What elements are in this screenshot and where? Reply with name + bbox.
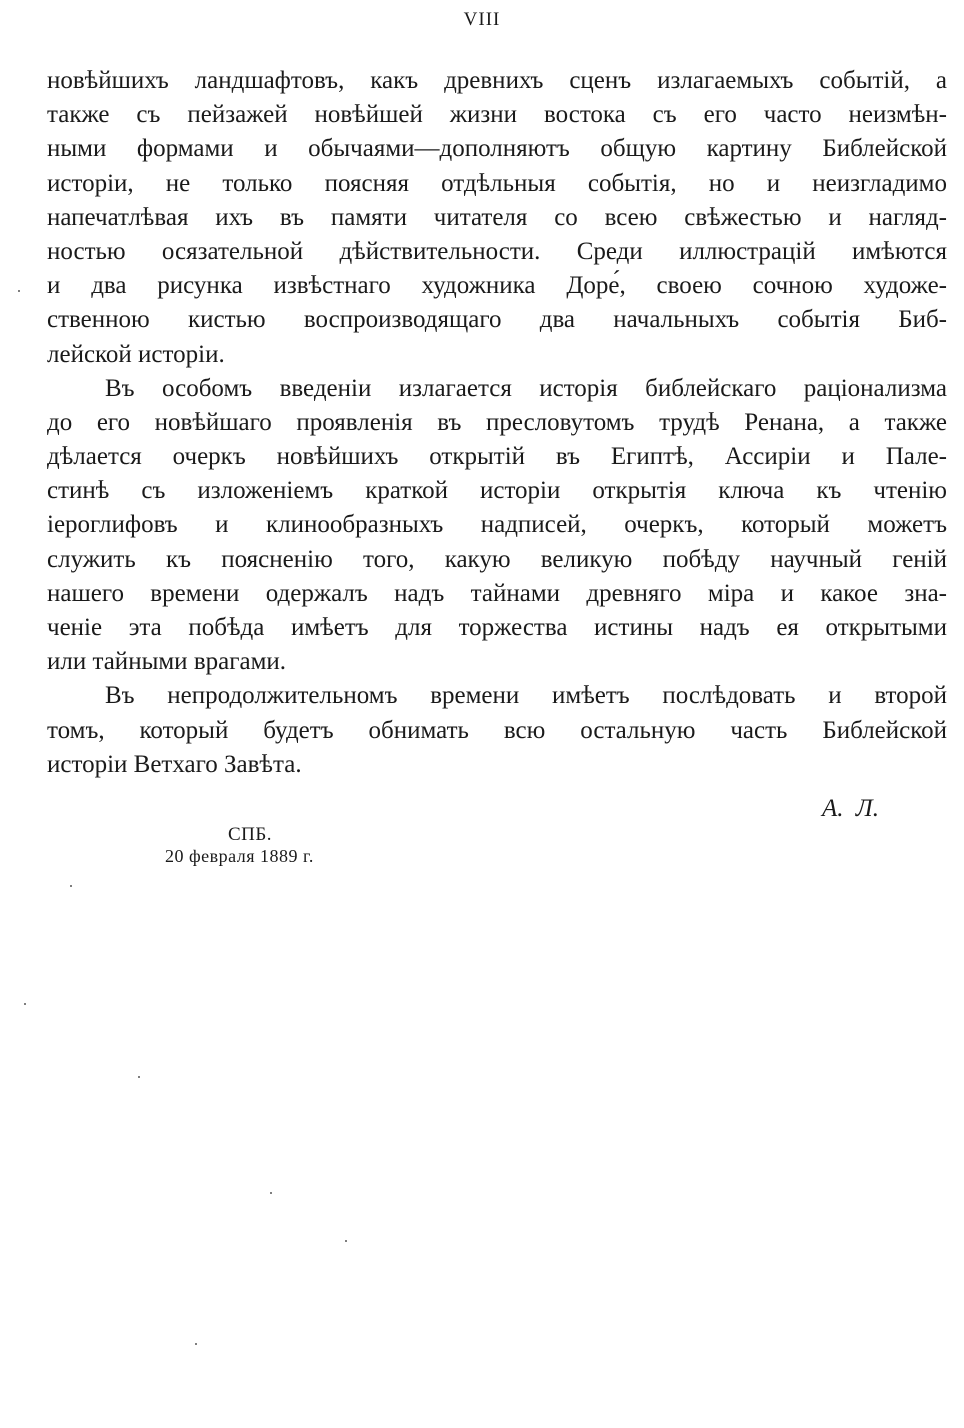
scan-speck xyxy=(70,885,72,887)
scan-speck xyxy=(138,1076,140,1078)
text-line: до его новѣйшаго проявленія въ пресловутомъ трудѣ Ренана, а также xyxy=(47,408,947,436)
text-line: и два рисунка извѣстнаго художника Доре́, своею сочною художе- xyxy=(47,272,947,300)
text-line: Въ непродолжительномъ времени имѣетъ послѣдовать и второй xyxy=(105,682,947,710)
text-line: служить къ поясненію того, какую великую побѣду научный геній xyxy=(47,545,947,573)
publication-date: 20 февраля 1889 г. xyxy=(165,846,314,866)
place-of-publication: СПБ. xyxy=(228,824,273,845)
scan-speck xyxy=(195,1343,197,1345)
paragraph-2 xyxy=(47,372,947,680)
scan-speck xyxy=(345,1240,347,1242)
text-line: дѣлается очеркъ новѣйшихъ открытій въ Египтѣ, Ассиріи и Пале- xyxy=(47,443,947,471)
author-signature: А. Л. xyxy=(822,795,879,822)
text-line: также съ пейзажей новѣйшей жизни востока съ его часто неизмѣн- xyxy=(47,101,947,129)
text-line: ными формами и обычаями—дополняютъ общую картину Библейской xyxy=(47,135,947,163)
text-line: ственною кистью воспроизводящаго два начальныхъ событія Биб- xyxy=(47,306,947,334)
text-line: іероглифовъ и клинообразныхъ надписей, очеркъ, который можетъ xyxy=(47,511,947,539)
page-number: VIII xyxy=(463,9,501,30)
text-line: напечатлѣвая ихъ въ памяти читателя со всею свѣжестью и нагляд- xyxy=(47,203,947,231)
text-line: новѣйшихъ ландшафтовъ, какъ древнихъ сценъ излагаемыхъ событій, а xyxy=(47,67,947,94)
text-line: стинѣ съ изложеніемъ краткой исторіи открытія ключа къ чтенію xyxy=(47,477,947,505)
text-line: ченіе эта побѣда имѣетъ для торжества истины надъ ея открытыми xyxy=(47,614,947,641)
text-line: нашего времени одержалъ надъ тайнами древняго міра и какое зна- xyxy=(47,579,947,607)
scan-speck xyxy=(18,290,20,292)
paragraph-1 xyxy=(47,64,947,372)
scan-speck xyxy=(24,1003,26,1005)
text-line: ностью осязательной дѣйствительности. Среди иллюстрацій имѣются xyxy=(47,237,947,265)
body-text xyxy=(47,64,947,782)
text-line: Въ особомъ введеніи излагается исторія библейскаго раціонализма xyxy=(105,374,947,402)
text-line: лейской исторіи. xyxy=(47,340,225,368)
text-line: исторіи, не только поясняя отдѣльныя событія, но и неизгладимо xyxy=(47,169,947,197)
paragraph-3 xyxy=(47,679,947,782)
text-line: исторіи Ветхаго Завѣта. xyxy=(47,750,302,778)
text-line: томъ, который будетъ обнимать всю остальную часть Библейской xyxy=(47,716,947,744)
scan-speck xyxy=(270,1192,272,1194)
text-line: или тайными врагами. xyxy=(47,648,287,676)
